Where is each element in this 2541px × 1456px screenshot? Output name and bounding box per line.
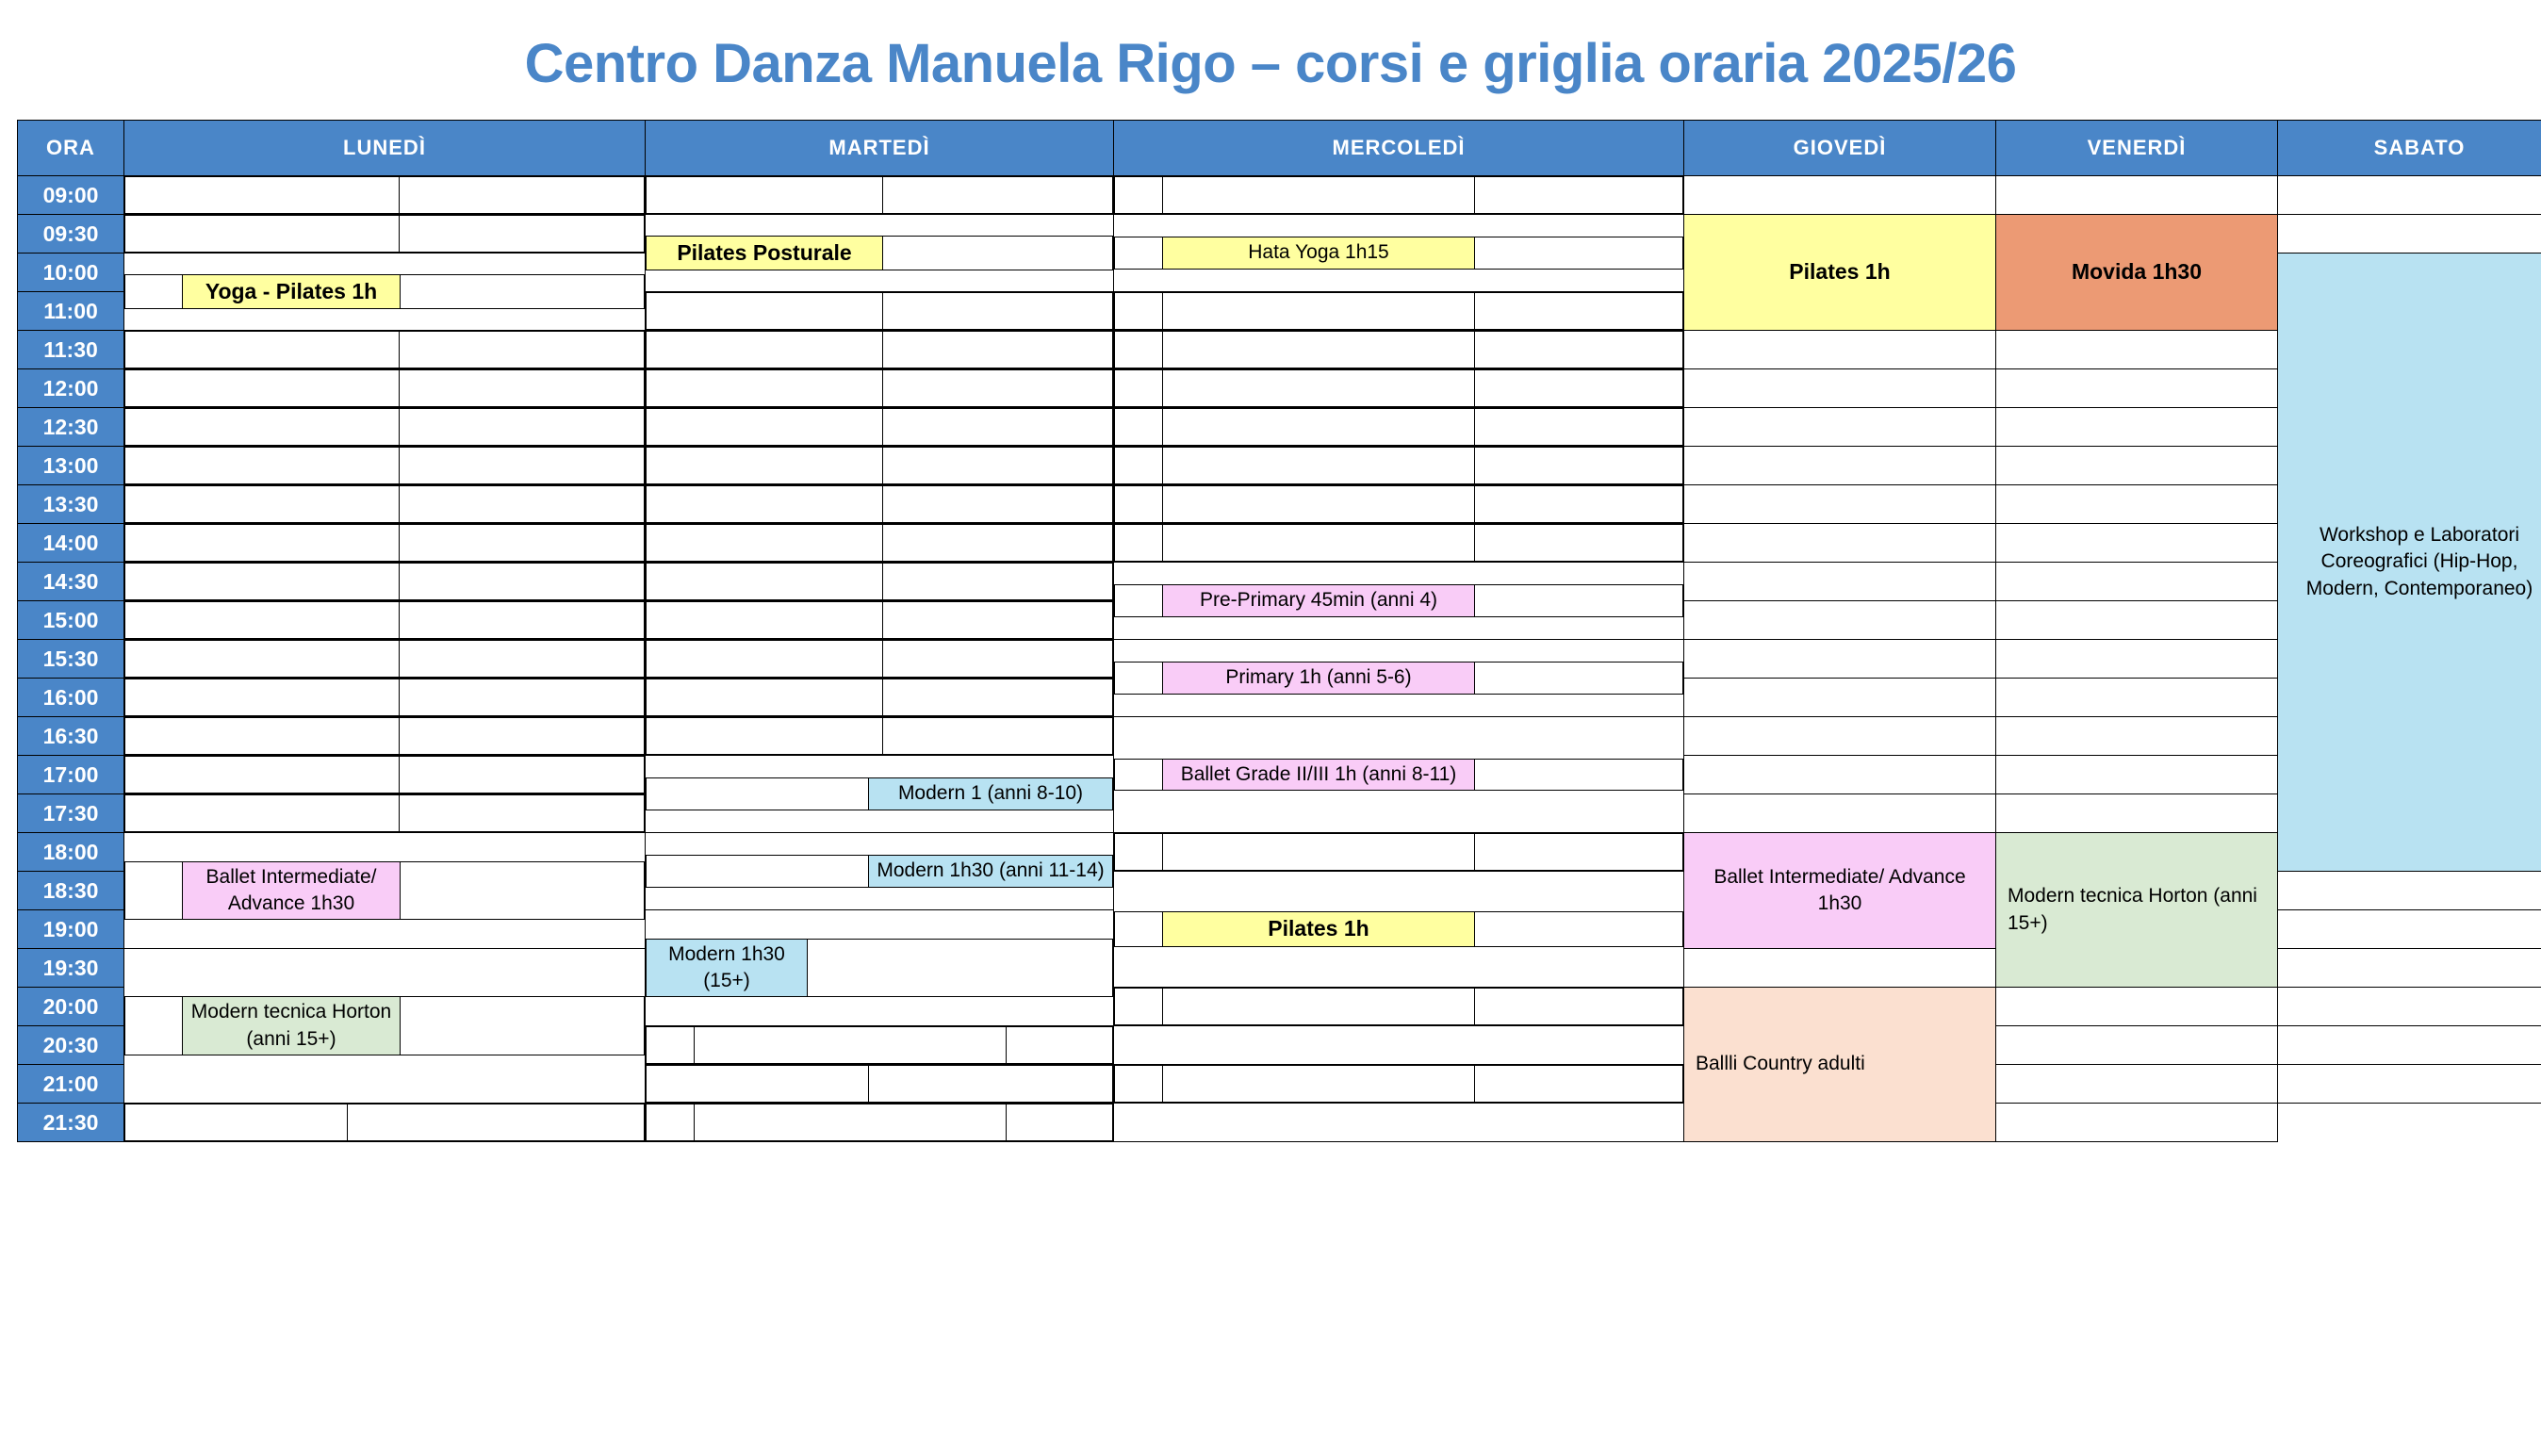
event-primary: Primary 1h (anni 5-6) (1163, 663, 1474, 693)
table-row (18, 331, 2541, 369)
cell-sab-0900[interactable] (2278, 176, 2541, 215)
cell-mer-0900[interactable] (1114, 176, 1684, 215)
cell-gio-1130[interactable] (1684, 331, 1996, 369)
cell-lun-1200[interactable] (124, 369, 646, 408)
column-header-giovedi: GIOVEDÌ (1684, 121, 1996, 176)
cell-lun-1730[interactable] (124, 794, 646, 833)
cell-gio-1400[interactable] (1684, 524, 1996, 563)
event-movida: Movida 1h30 (1996, 255, 2277, 288)
cell-gio-1230[interactable] (1684, 408, 1996, 447)
cell-ven-1230[interactable] (1996, 408, 2278, 447)
hour-label-2130: 21:30 (18, 1104, 124, 1142)
cell-mer-ballet-grade[interactable] (1114, 717, 1684, 833)
cell-ven-1730[interactable] (1996, 794, 2278, 833)
cell-lun-1330[interactable] (124, 485, 646, 524)
cell-mar-modern-1[interactable] (646, 756, 1114, 833)
cell-sab-2030[interactable] (1996, 1026, 2278, 1065)
hour-label-1600: 16:00 (18, 679, 124, 717)
column-header-mercoledi: MERCOLEDÌ (1114, 121, 1684, 176)
cell-sab-1900[interactable] (2278, 910, 2541, 949)
cell-ven-1330[interactable] (1996, 485, 2278, 524)
cell-ven-2130[interactable] (1114, 1104, 1684, 1142)
cell-sab-2100[interactable] (2278, 1065, 2541, 1104)
cell-mer-2100[interactable] (1114, 1065, 1684, 1104)
cell-mar-pilates-posturale[interactable] (646, 215, 1114, 292)
cell-lun-1400[interactable] (124, 524, 646, 563)
cell-mar-1600[interactable] (646, 679, 1114, 717)
cell-sab-workshop[interactable] (2278, 254, 2541, 872)
hour-label-1730: 17:30 (18, 794, 124, 833)
cell-ven-1600[interactable] (1996, 679, 2278, 717)
cell-ven-1200[interactable] (1996, 369, 2278, 408)
cell-mer-1130[interactable] (1114, 331, 1684, 369)
cell-ven-1530[interactable] (1996, 640, 2278, 679)
cell-lun-1630[interactable] (124, 717, 646, 756)
cell-mar-1300[interactable] (646, 447, 1114, 485)
cell-mar-2100[interactable] (646, 1065, 1114, 1104)
table-row (18, 524, 2541, 563)
cell-mar-1400[interactable] (646, 524, 1114, 563)
cell-lun-1300[interactable] (124, 447, 646, 485)
hour-label-1000: 10:00 (18, 254, 124, 292)
table-row (18, 640, 2541, 679)
cell-lun-1500[interactable] (124, 601, 646, 640)
hour-label-1230: 12:30 (18, 408, 124, 447)
cell-gio-1530[interactable] (1684, 640, 1996, 679)
cell-lun-1530[interactable] (124, 640, 646, 679)
cell-gio-ballet-intermediate[interactable] (1684, 833, 1996, 949)
cell-mer-2000[interactable] (1114, 988, 1684, 1026)
event-ballet-intermediate-lunedi: Ballet Intermediate/ Advance 1h30 (183, 862, 400, 920)
cell-mar-2130[interactable] (124, 1104, 646, 1142)
cell-ven-1630[interactable] (1996, 717, 2278, 756)
hour-label-1430: 14:30 (18, 563, 124, 601)
cell-lun-1230[interactable] (124, 408, 646, 447)
cell-mar-1230[interactable] (646, 408, 1114, 447)
event-pilates-posturale: Pilates Posturale (647, 237, 882, 270)
cell-ven-0900[interactable] (1996, 176, 2278, 215)
cell-ven-2030[interactable] (1114, 1026, 1684, 1065)
cell-gio-1300[interactable] (1684, 447, 1996, 485)
hour-label-0900: 09:00 (18, 176, 124, 215)
cell-mer-pilates[interactable] (1114, 872, 1684, 988)
cell-mer-1230[interactable] (1114, 408, 1684, 447)
cell-gio-pilates[interactable] (1684, 215, 1996, 331)
table-row (18, 563, 2541, 601)
cell-ven-1300[interactable] (1996, 447, 2278, 485)
hour-label-1500: 15:00 (18, 601, 124, 640)
cell-mar-modern-1h30-15[interactable] (646, 910, 1114, 1026)
cell-mar-1200[interactable] (646, 369, 1114, 408)
schedule-table (17, 120, 2541, 1142)
event-balli-country: Ballli Country adulti (1684, 1049, 1995, 1079)
cell-gio-1200[interactable] (1684, 369, 1996, 408)
event-ballet-grade: Ballet Grade II/III 1h (anni 8-11) (1163, 760, 1474, 790)
table-row (18, 447, 2541, 485)
event-pilates-1h-mercoledi: Pilates 1h (1163, 912, 1474, 945)
table-row (18, 833, 2541, 872)
cell-ven-2100[interactable] (1996, 1065, 2278, 1104)
cell-gio-1930[interactable] (1684, 949, 1996, 988)
page-title: Centro Danza Manuela Rigo – corsi e griglia oraria 2025/26 (0, 32, 2541, 95)
cell-lun-1600[interactable] (124, 679, 646, 717)
cell-sab-1830[interactable] (2278, 872, 2541, 910)
hour-label-1200: 12:00 (18, 369, 124, 408)
cell-gio-0900[interactable] (1684, 176, 1996, 215)
cell-ven-1400[interactable] (1996, 524, 2278, 563)
hour-label-2000: 20:00 (18, 988, 124, 1026)
table-row (18, 1104, 2541, 1142)
table-row (18, 369, 2541, 408)
cell-mer-2030[interactable] (646, 1026, 1114, 1065)
table-row (18, 485, 2541, 524)
cell-lun-modern-horton[interactable] (124, 949, 646, 1104)
cell-ven-modern-horton[interactable] (1996, 833, 2278, 988)
hour-label-2030: 20:30 (18, 1026, 124, 1065)
cell-sab-2000[interactable] (2278, 988, 2541, 1026)
cell-mar-1630[interactable] (646, 717, 1114, 756)
cell-sab-2130[interactable] (1996, 1104, 2278, 1142)
table-header-row (18, 121, 2541, 176)
cell-mer-hata-yoga[interactable] (1114, 215, 1684, 292)
hour-label-1930: 19:30 (18, 949, 124, 988)
hour-label-2100: 21:00 (18, 1065, 124, 1104)
cell-gio-1330[interactable] (1684, 485, 1996, 524)
cell-mar-0900[interactable] (646, 176, 1114, 215)
cell-ven-movida[interactable] (1996, 215, 2278, 331)
cell-mer-1800[interactable] (1114, 833, 1684, 872)
hour-label-1100: 11:00 (18, 292, 124, 331)
hour-label-1830: 18:30 (18, 872, 124, 910)
cell-gio-1700[interactable] (1684, 756, 1996, 794)
cell-gio-1630[interactable] (1684, 717, 1996, 756)
cell-sab-1930[interactable] (2278, 949, 2541, 988)
cell-lun-yoga-pilates[interactable] (124, 254, 646, 331)
event-hata-yoga: Hata Yoga 1h15 (1163, 237, 1474, 268)
cell-ven-1700[interactable] (1996, 756, 2278, 794)
event-pilates-1h-giovedi: Pilates 1h (1684, 255, 1995, 288)
cell-gio-1500[interactable] (1684, 601, 1996, 640)
cell-mer-pre-primary[interactable] (1114, 563, 1684, 640)
cell-mer-2130[interactable] (646, 1104, 1114, 1142)
cell-mer-1400[interactable] (1114, 524, 1684, 563)
cell-mar-modern-1h30-11-14[interactable] (646, 833, 1114, 910)
table-row (18, 408, 2541, 447)
column-header-venerdi: VENERDÌ (1996, 121, 2278, 176)
cell-mer-1300[interactable] (1114, 447, 1684, 485)
cell-mer-primary[interactable] (1114, 640, 1684, 717)
cell-lun-1130[interactable] (124, 331, 646, 369)
cell-mar-1100[interactable] (646, 292, 1114, 331)
event-workshop: Workshop e Laboratori Coreografici (Hip-Hop, Modern, Contemporaneo) (2278, 520, 2541, 604)
event-ballet-intermediate-giovedi: Ballet Intermediate/ Advance 1h30 (1684, 862, 1995, 920)
cell-mar-1430[interactable] (646, 563, 1114, 601)
hour-label-1800: 18:00 (18, 833, 124, 872)
hour-label-1300: 13:00 (18, 447, 124, 485)
cell-lun-1700[interactable] (124, 756, 646, 794)
cell-lun-0930[interactable] (124, 215, 646, 254)
column-header-sabato: SABATO (2278, 121, 2541, 176)
cell-gio-balli-country[interactable] (1684, 988, 1996, 1142)
event-modern-1h30-11-14: Modern 1h30 (anni 11-14) (869, 856, 1112, 886)
table-row (18, 717, 2541, 756)
hour-label-1700: 17:00 (18, 756, 124, 794)
hour-label-0930: 09:30 (18, 215, 124, 254)
cell-ven-1130[interactable] (1996, 331, 2278, 369)
cell-mer-1330[interactable] (1114, 485, 1684, 524)
hour-label-1530: 15:30 (18, 640, 124, 679)
cell-mar-1130[interactable] (646, 331, 1114, 369)
cell-gio-1600[interactable] (1684, 679, 1996, 717)
cell-lun-0900[interactable] (124, 176, 646, 215)
cell-mar-1500[interactable] (646, 601, 1114, 640)
cell-sab-0930[interactable] (2278, 215, 2541, 254)
table-row (18, 176, 2541, 215)
cell-ven-1500[interactable] (1996, 601, 2278, 640)
hour-label-1330: 13:30 (18, 485, 124, 524)
cell-ven-2000[interactable] (1996, 988, 2278, 1026)
cell-gio-1430[interactable] (1684, 563, 1996, 601)
column-header-ora: ORA (18, 121, 124, 176)
cell-mer-1200[interactable] (1114, 369, 1684, 408)
hour-label-1900: 19:00 (18, 910, 124, 949)
hour-label-1130: 11:30 (18, 331, 124, 369)
cell-mar-1330[interactable] (646, 485, 1114, 524)
cell-mar-1530[interactable] (646, 640, 1114, 679)
cell-ven-1430[interactable] (1996, 563, 2278, 601)
hour-label-1400: 14:00 (18, 524, 124, 563)
hour-label-1630: 16:30 (18, 717, 124, 756)
event-modern-horton-giovedi: Modern tecnica Horton (anni 15+) (1996, 881, 2277, 939)
event-pre-primary: Pre-Primary 45min (anni 4) (1163, 585, 1474, 615)
cell-mer-1100[interactable] (1114, 292, 1684, 331)
event-modern-1h30-15: Modern 1h30 (15+) (647, 940, 807, 997)
column-header-martedi: MARTEDÌ (646, 121, 1114, 176)
cell-lun-ballet-intermediate[interactable] (124, 833, 646, 949)
event-modern-1: Modern 1 (anni 8-10) (869, 778, 1112, 809)
schedule-grid (17, 120, 2524, 1142)
cell-lun-1430[interactable] (124, 563, 646, 601)
table-row (18, 215, 2541, 254)
event-modern-horton-lunedi: Modern tecnica Horton (anni 15+) (183, 997, 400, 1055)
column-header-lunedi: LUNEDÌ (124, 121, 646, 176)
event-yoga-pilates: Yoga - Pilates 1h (183, 275, 400, 308)
cell-gio-1730[interactable] (1684, 794, 1996, 833)
